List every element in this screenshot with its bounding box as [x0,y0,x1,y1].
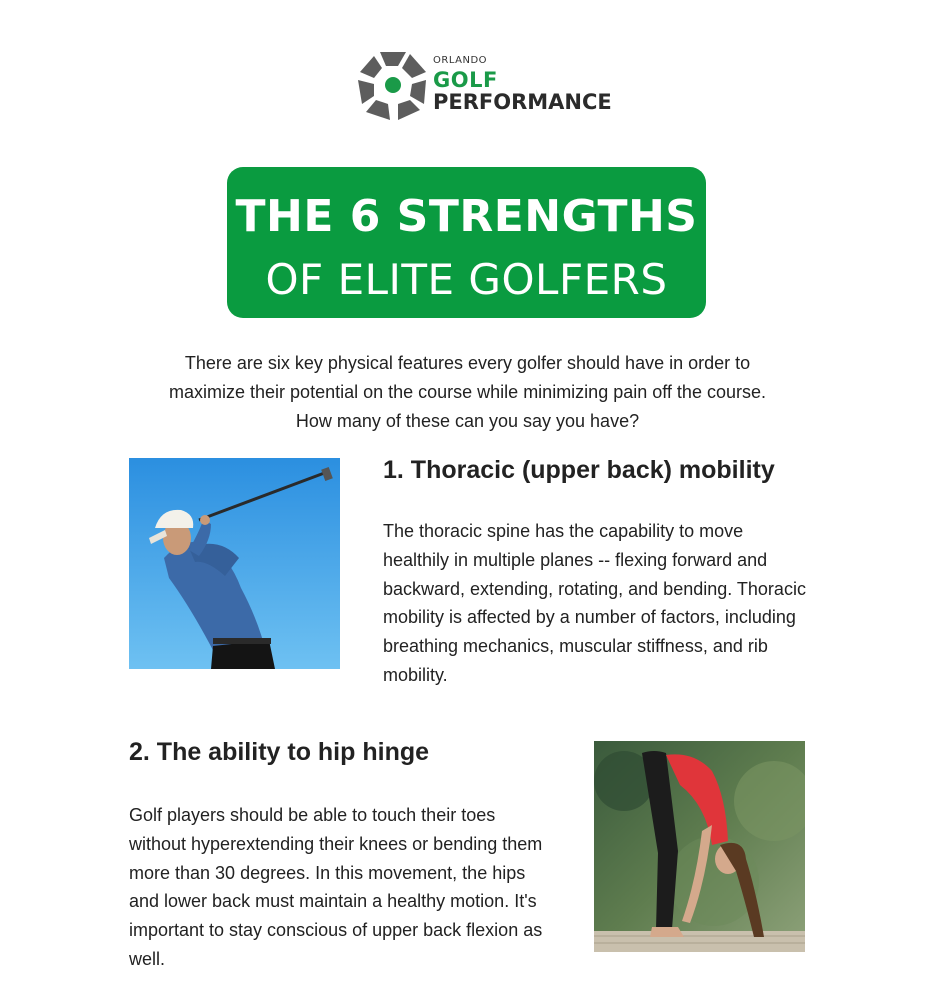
banner-title-line1: THE 6 STRENGTHS [235,191,698,242]
intro-paragraph [120,349,815,436]
intro-line-2: maximize their potential on the course while minimizing pain off the course. [169,382,766,402]
intro-line-1: There are six key physical features every golfer should have in order to [184,353,751,373]
section-1-heading: 1. Thoracic (upper back) mobility [383,456,775,484]
section-1-body: The thoracic spine has the capability to move healthily in multiple planes -- flexing forward and backward, extending, rotating, and bending. Thoracic mobility is affected by a number of factors, including breathing mechanics, muscular stiffness, and rib mobility. [383,521,806,685]
logo-performance-text: PERFORMANCE [433,90,612,114]
banner-title-line2: OF ELITE GOLFERS [265,255,668,304]
aperture-logo-icon [358,50,428,120]
section-2-body: Golf players should be able to touch their toes without hyperextending their knees or bending them more than 30 degrees. In this movement, the hips and lower back must maintain a healthy motion. It's important to stay conscious of upper back flexion as well. [129,805,543,969]
logo-golf-text: GOLF [433,68,498,92]
logo-wordmark [433,56,612,113]
intro-line-3: How many of these can you say you have? [295,411,640,431]
forward-fold-stretch-photo [594,741,805,952]
section-2-heading: 2. The ability to hip hinge [129,738,430,766]
brand-logo[interactable] [358,50,612,120]
logo-city-text: ORLANDO [433,55,488,66]
golfer-swing-photo [129,458,340,669]
title-banner [227,167,706,318]
